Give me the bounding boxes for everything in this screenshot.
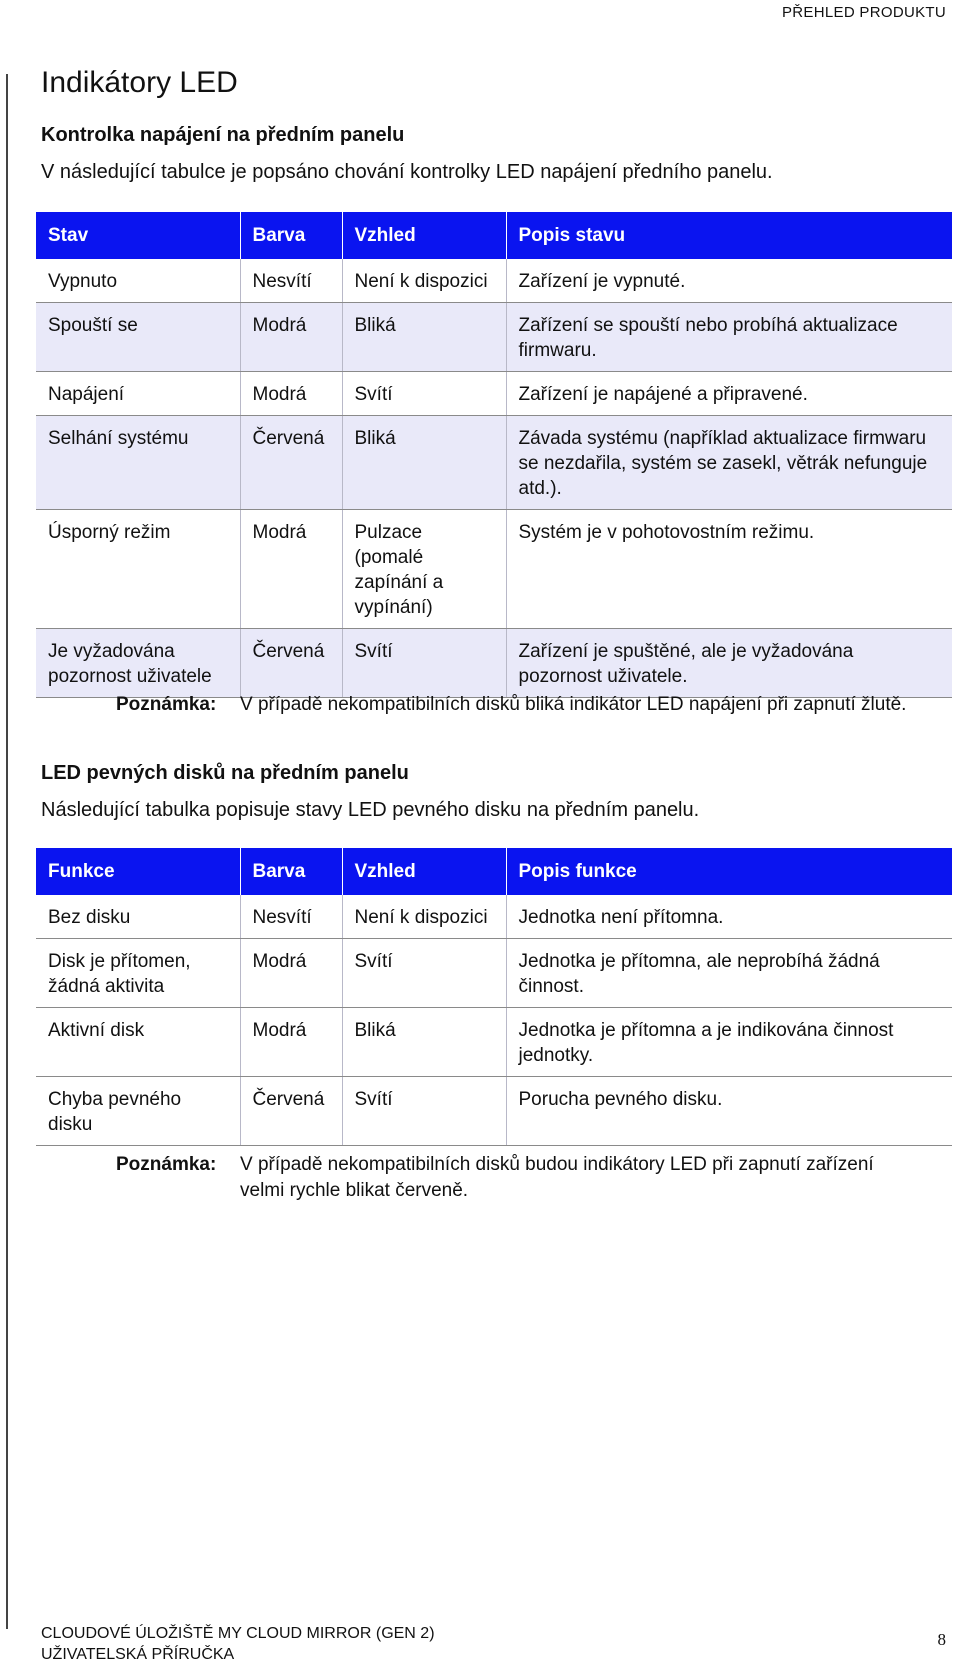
table-cell: Zařízení se spouští nebo probíhá aktualizace firmwaru. xyxy=(506,303,952,372)
table-cell: Chyba pevného disku xyxy=(36,1077,240,1146)
table-cell: Jednotka je přítomna a je indikována činnost jednotky. xyxy=(506,1008,952,1077)
table-cell: Spouští se xyxy=(36,303,240,372)
table-cell: Modrá xyxy=(240,1008,342,1077)
table-cell: Úsporný režim xyxy=(36,510,240,629)
drive-led-table xyxy=(36,848,952,1146)
table-cell: Porucha pevného disku. xyxy=(506,1077,952,1146)
column-header: Barva xyxy=(240,848,342,895)
note-label: Poznámka: xyxy=(116,1154,217,1175)
table-cell: Bliká xyxy=(342,416,506,510)
note-label: Poznámka: xyxy=(116,694,217,715)
table-row xyxy=(36,1008,952,1077)
page-title: Indikátory LED xyxy=(41,66,238,99)
table-cell: Není k dispozici xyxy=(342,259,506,303)
table-cell: Svítí xyxy=(342,1077,506,1146)
table-cell: Modrá xyxy=(240,939,342,1008)
section-intro-drive-led: Následující tabulka popisuje stavy LED pevného disku na předním panelu. xyxy=(41,799,700,821)
column-header: Vzhled xyxy=(342,212,506,259)
table-cell: Systém je v pohotovostním režimu. xyxy=(506,510,952,629)
column-header: Popis funkce xyxy=(506,848,952,895)
table-row xyxy=(36,895,952,939)
section-title-drive-led: LED pevných disků na předním panelu xyxy=(41,762,409,784)
table-cell: Svítí xyxy=(342,629,506,698)
table-cell: Bliká xyxy=(342,1008,506,1077)
running-head: PŘEHLED PRODUKTU xyxy=(782,4,946,21)
table-header-row xyxy=(36,848,952,895)
column-header: Stav xyxy=(36,212,240,259)
column-header: Popis stavu xyxy=(506,212,952,259)
table-row xyxy=(36,259,952,303)
table-cell: Modrá xyxy=(240,303,342,372)
column-header: Funkce xyxy=(36,848,240,895)
table-row xyxy=(36,303,952,372)
table-row xyxy=(36,510,952,629)
column-header: Vzhled xyxy=(342,848,506,895)
table-cell: Pulzace (pomalé zapínání a vypínání) xyxy=(342,510,506,629)
column-header: Barva xyxy=(240,212,342,259)
table-cell: Zařízení je napájené a připravené. xyxy=(506,372,952,416)
table-cell: Napájení xyxy=(36,372,240,416)
table-row xyxy=(36,629,952,698)
footer-doc-title xyxy=(41,1623,435,1665)
power-led-table xyxy=(36,212,952,698)
note-text: V případě nekompatibilních disků budou indikátory LED při zapnutí zařízení velmi rychle blikat červeně. xyxy=(240,1154,874,1201)
table-cell: Modrá xyxy=(240,510,342,629)
page-number: 8 xyxy=(937,1630,946,1649)
table-cell: Aktivní disk xyxy=(36,1008,240,1077)
table-cell: Svítí xyxy=(342,939,506,1008)
table-cell: Je vyžadována pozornost uživatele xyxy=(36,629,240,698)
table-cell: Červená xyxy=(240,1077,342,1146)
note-text: V případě nekompatibilních disků bliká indikátor LED napájení při zapnutí žlutě. xyxy=(240,694,907,715)
table-cell: Modrá xyxy=(240,372,342,416)
table-cell: Zařízení je vypnuté. xyxy=(506,259,952,303)
section-intro-power-led: V následující tabulce je popsáno chování kontrolky LED napájení předního panelu. xyxy=(41,161,773,183)
table-cell: Bez disku xyxy=(36,895,240,939)
footer-doc-title-line: UŽIVATELSKÁ PŘÍRUČKA xyxy=(41,1646,235,1663)
table-cell: Selhání systému xyxy=(36,416,240,510)
table-cell: Jednotka není přítomna. xyxy=(506,895,952,939)
table-cell: Závada systému (například aktualizace firmwaru se nezdařila, systém se zasekl, větrák nefunguje atd.). xyxy=(506,416,952,510)
footer-doc-title-line: CLOUDOVÉ ÚLOŽIŠTĚ MY CLOUD MIRROR (GEN 2) xyxy=(41,1625,435,1642)
table-header-row xyxy=(36,212,952,259)
table-cell: Bliká xyxy=(342,303,506,372)
table-cell: Nesvítí xyxy=(240,895,342,939)
table-cell: Červená xyxy=(240,416,342,510)
section-title-power-led: Kontrolka napájení na předním panelu xyxy=(41,124,405,146)
table-row xyxy=(36,372,952,416)
table-cell: Jednotka je přítomna, ale neprobíhá žádná činnost. xyxy=(506,939,952,1008)
table-row xyxy=(36,939,952,1008)
table-cell: Disk je přítomen, žádná aktivita xyxy=(36,939,240,1008)
table-cell: Není k dispozici xyxy=(342,895,506,939)
table-cell: Svítí xyxy=(342,372,506,416)
table-cell: Červená xyxy=(240,629,342,698)
table-cell: Zařízení je spuštěné, ale je vyžadována pozornost uživatele. xyxy=(506,629,952,698)
table-cell: Nesvítí xyxy=(240,259,342,303)
left-margin-rule xyxy=(6,74,8,1629)
table-cell: Vypnuto xyxy=(36,259,240,303)
table-row xyxy=(36,1077,952,1146)
table-row xyxy=(36,416,952,510)
